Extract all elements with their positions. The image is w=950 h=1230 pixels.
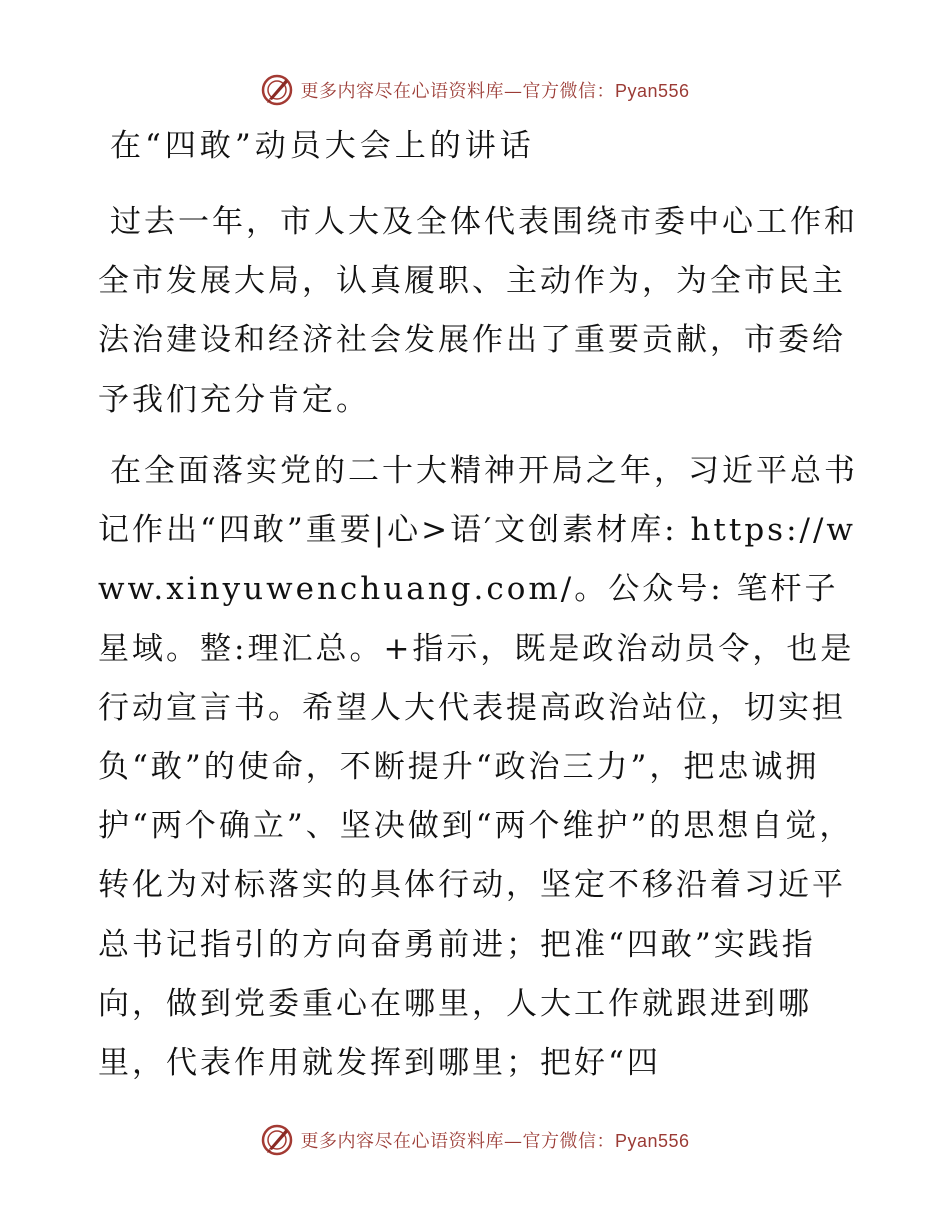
- banner-text: 更多内容尽在心语资料库—官方微信：Pyan556: [300, 81, 690, 102]
- quill-pen-logo-icon: [260, 1123, 294, 1157]
- paragraph-1: 过去一年，市人大及全体代表围绕市委中心工作和全市发展大局，认真履职、主动作为，为全市民主法治建设和经济社会发展作出了重要贡献，市委给予我们充分肯定。: [98, 204, 858, 418]
- paragraph-2: 在全面落实党的二十大精神开局之年，习近平总书记作出“四敢”重要|心>语′文创素材库: https://www.xinyuwenchuang.com/。公众号: 笔杆子星域。整:理汇总。+指示，既是政治动员令，也是行动宣言书。希望人大代表提高政治站位，切实担负“敢”的使命，不断提升“政治三力”，把忠诚拥护“两个确立”、坚决做到“两个维护”的思想自觉，转化为对标落实的具体行动，坚定不移沿着习近平总书记指引的方向奋勇前进；把准“四敢”实践指向，做到党委重心在哪里，人大工作就跟进到哪里，代表作用就发挥到哪里；把好“四: [98, 453, 858, 1082]
- document-title: 在“四敢”动员大会上的讲话: [110, 128, 535, 164]
- footer-watermark-banner: [0, 1120, 950, 1160]
- header-watermark-banner: [0, 70, 950, 110]
- quill-pen-logo-icon: [260, 73, 294, 107]
- wechat-handle: Pyan556: [614, 1131, 690, 1151]
- banner-text: 更多内容尽在心语资料库—官方微信：Pyan556: [300, 1131, 690, 1152]
- wechat-handle: Pyan556: [614, 81, 690, 101]
